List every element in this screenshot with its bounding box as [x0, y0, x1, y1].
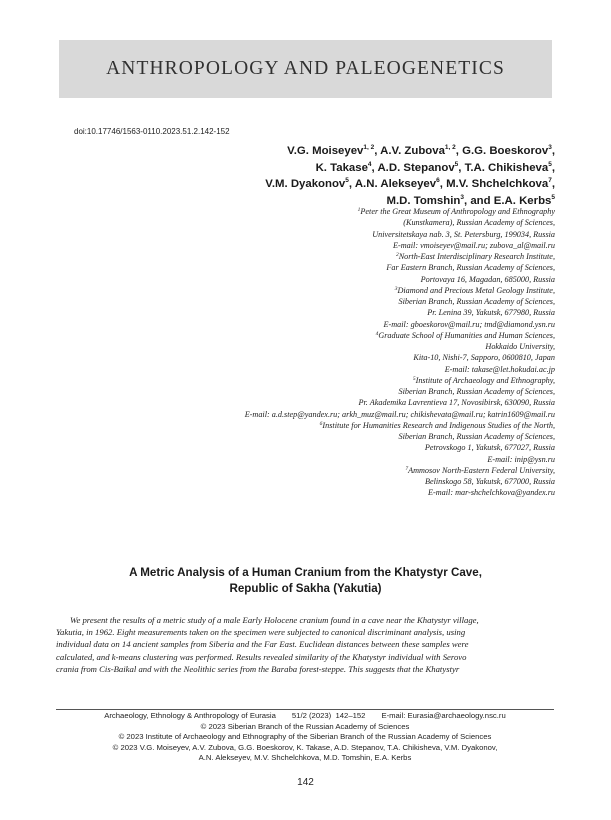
author-name: A.D. Stepanov — [377, 161, 455, 174]
title-line: A Metric Analysis of a Human Cranium from the Khatystyr Cave, — [129, 566, 482, 579]
affiliation-email[interactable]: E-mail: vmoiseyev@mail.ru; zubova_al@mail.ru — [393, 240, 555, 250]
author-affiliation-ref: 4 — [367, 160, 372, 168]
affiliation-line: Hokkaido University, — [485, 342, 555, 351]
affiliation-number: 3 — [394, 285, 398, 292]
author-line: M.D. Tomshin$^3$, and E.A. Kerbs$^5$ — [386, 193, 555, 207]
affiliation-line: Far Eastern Branch, Russian Academy of Sciences, — [386, 263, 555, 273]
author-affiliation-ref: 3 — [460, 193, 464, 201]
affiliation-line: $^2$North-East Interdisciplinary Research Institute, — [395, 252, 555, 261]
affiliation-number: 5 — [412, 375, 416, 382]
title-line: Republic of Sakha (Yakutia) — [229, 581, 382, 595]
affiliation-number: 6 — [319, 420, 323, 427]
author-name: A.N. Alekseyev — [354, 178, 437, 190]
author-line: V.M. Dyakonov$^5$, A.N. Alekseyev$^6$, M.V. Shchelchkova$^7$, — [265, 177, 555, 190]
author-name: T.A. Chikisheva — [464, 161, 549, 174]
copyright-line: © 2023 Institute of Archaeology and Ethnography of the Siberian Branch of the Russian Academy of Sciences — [118, 732, 492, 741]
section-title: ANTHROPOLOGY AND PALEOGENETICS — [106, 58, 505, 79]
author-list — [135, 143, 555, 209]
author-affiliation-ref: 5 — [548, 160, 552, 168]
affiliation-line: Siberian Branch, Russian Academy of Sciences, — [398, 432, 555, 441]
abstract — [56, 614, 554, 675]
journal-email[interactable]: E-mail: Eurasia@archaeology.nsc.ru — [381, 711, 506, 720]
affiliation-email[interactable]: E-mail: inip@ysn.ru — [487, 454, 555, 464]
affiliation-email[interactable]: E-mail: gboeskorov@mail.ru; tmd@diamond.ysn.ru — [383, 319, 555, 329]
author-affiliation-ref: 5 — [345, 177, 349, 184]
affiliation-email[interactable]: E-mail: mar-shchelchkova@yandex.ru — [428, 488, 555, 498]
affiliation-number: 4 — [375, 330, 379, 337]
journal-info-line — [56, 711, 554, 722]
affiliation-line: $^6$Institute for Humanities Research and Indigenous Studies of the North, — [319, 420, 555, 430]
affiliation-line: Siberian Branch, Russian Academy of Sciences, — [398, 297, 555, 306]
author-name: M.D. Tomshin — [386, 194, 461, 207]
affiliation-email[interactable]: E-mail: takase@let.hokudai.ac.jp — [444, 364, 555, 374]
author-name: M.V. Shchelchkova — [446, 178, 549, 190]
article-title — [60, 565, 551, 596]
author-name: K. Takase — [315, 161, 368, 174]
journal-footer — [56, 711, 554, 764]
affiliation-number: 1 — [357, 207, 361, 213]
page-number: 142 — [297, 777, 314, 788]
author-name: G.G. Boeskorov — [462, 145, 549, 157]
author-affiliation-ref: 5 — [551, 193, 555, 201]
author-name: V.G. Moiseyev — [287, 145, 364, 157]
affiliation-line: Pr. Lenina 39, Yakutsk, 677980, Russia — [427, 308, 555, 318]
journal-issue: 51/2 (2023) — [291, 711, 332, 720]
copyright-line: © 2023 Siberian Branch of the Russian Academy of Sciences — [200, 721, 410, 731]
affiliation-line: Kita-10, Nishi-7, Sapporo, 0600810, Japan — [413, 353, 555, 363]
author-name: V.M. Dyakonov — [265, 178, 346, 190]
author-affiliation-ref: 6 — [436, 177, 440, 184]
affiliation-line: $^5$Institute of Archaeology and Ethnography, — [412, 375, 555, 385]
abstract-line: We present the results of a metric study of a male Early Holocene cranium found in a cave near the Khatystyr village, — [70, 615, 479, 625]
affiliation-line: Universitetskaya nab. 3, St. Petersburg, 199034, Russia — [372, 229, 555, 239]
affiliation-line: $^3$Diamond and Precious Metal Geology Institute, — [394, 285, 555, 295]
abstract-line: crania from Cis-Baikal and with the Neolithic series from the Baraba forest-steppe. This suggests that the Khatystyr — [56, 663, 460, 674]
copyright-line: A.N. Alekseyev, M.V. Shchelchkova, M.D. Tomshin, E.A. Kerbs — [198, 753, 412, 762]
affiliation-line: Pr. Akademika Lavrentieva 17, Novosibirsk, 630090, Russia — [358, 398, 555, 408]
author-name: A.V. Zubova — [380, 145, 445, 157]
abstract-line: Yakutia, in 1962. Eight measurements taken on the specimen were subjected to canonical discriminant analysis, using — [56, 627, 466, 638]
affiliation-line: $^1$Peter the Great Museum of Anthropology and Ethnography — [357, 207, 555, 216]
abstract-line: individual data on 14 ancient samples from Siberia and the Far East. Euclidean distances between these samples were — [56, 639, 469, 650]
author-affiliation-ref: 3 — [548, 144, 552, 151]
author-line: K. Takase$^4$, A.D. Stepanov$^5$, T.A. Chikisheva$^5$, — [315, 160, 555, 174]
footer-divider — [56, 709, 554, 710]
author-name: E.A. Kerbs — [493, 194, 552, 207]
affiliation-line: Portovaya 16, Magadan, 685000, Russia — [420, 274, 555, 284]
journal-pages: 142–152 — [335, 711, 366, 720]
affiliation-line: $^4$Graduate School of Humanities and Human Sciences, — [375, 330, 555, 340]
author-affiliation-ref: 7 — [548, 177, 552, 184]
doi-line[interactable]: doi:10.17746/1563-0110.2023.51.2.142-152 — [74, 127, 230, 136]
affiliation-number: 2 — [395, 252, 399, 258]
journal-name: Archaeology, Ethnology & Anthropology of Eurasia — [104, 711, 276, 720]
affiliation-line: (Kunstkamera), Russian Academy of Sciences, — [403, 218, 555, 228]
author-affiliation-ref: 1, 2 — [363, 144, 375, 151]
affiliation-number: 7 — [405, 465, 409, 472]
author-affiliation-ref: 1, 2 — [444, 144, 456, 151]
author-line: V.G. Moiseyev$^{1, 2}$, A.V. Zubova$^{1, 2}$, G.G. Boeskorov$^3$, — [287, 144, 555, 157]
affiliation-line: Belinskogo 58, Yakutsk, 677000, Russia — [424, 477, 555, 486]
affiliation-line: Petrovskogo 1, Yakutsk, 677027, Russia — [424, 443, 555, 453]
affiliation-email[interactable]: E-mail: a.d.step@yandex.ru; arkh_muz@mail.ru; chikishevata@mail.ru; katrin1609@mail.ru — [244, 409, 555, 419]
abstract-line: calculated, and k-means clustering was performed. Results revealed similarity of the Khatystyr individual with Serovo — [56, 651, 467, 662]
author-affiliation-ref: 5 — [454, 160, 459, 168]
section-banner — [59, 40, 552, 98]
copyright-line: © 2023 V.G. Moiseyev, A.V. Zubova, G.G. Boeskorov, K. Takase, A.D. Stepanov, T.A. Chikisheva, V.M. Dyakonov, — [112, 742, 498, 752]
affiliations-block — [75, 206, 555, 499]
affiliation-line: $^7$Ammosov North-Eastern Federal University, — [405, 465, 555, 475]
affiliation-line: Siberian Branch, Russian Academy of Sciences, — [398, 387, 555, 396]
